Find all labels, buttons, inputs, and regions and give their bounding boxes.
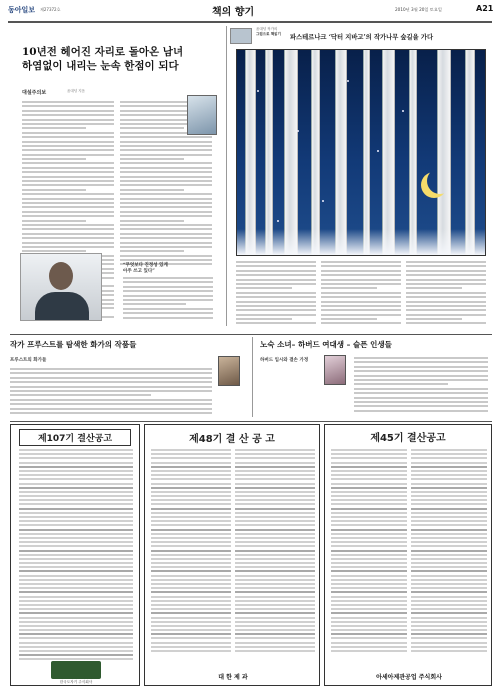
issue-date: 2010년 3월 20일 토요일 [395,7,442,12]
ad-3-table-left [331,449,407,654]
birch-tree [465,50,475,256]
review-left-book: 프루스트의 화가들 [10,358,47,363]
birch-tree [363,50,370,256]
ad-2-table-right [235,449,315,654]
crescent-moon [427,168,453,194]
feature-body-col-2 [321,261,401,327]
ad-3-title: 제45기 결산공고 [370,433,446,444]
snow-dot [402,110,404,112]
feature-body-col-3 [406,261,486,327]
ad-2-company: 대 한 제 과 [218,674,248,681]
birch-tree [284,50,298,256]
ad-notice-3 [324,424,492,686]
review-right [256,337,492,417]
birch-tree [311,50,320,256]
snow-dot [277,220,279,222]
birch-tree [409,50,417,256]
masthead [0,0,500,22]
masthead-rule [8,21,492,23]
review-right-cover [324,355,346,385]
ad-3-company: 아세아제관공업 주식회사 [376,674,442,681]
headline-line-2: 하염없이 내리는 눈속 한점이 되다 [22,60,179,72]
ads-top-rule [10,421,492,422]
review-right-body [354,357,488,414]
ad-2-title: 제48기 결 산 공 고 [189,434,275,445]
quote-line-2: 아주 쓰고 있다” [123,269,155,274]
review-left [10,337,248,417]
section-title: 책의 향기 [212,7,255,18]
snow-dot [347,80,349,82]
headline-line-1: 10년전 헤어진 자리로 돌아온 남녀 [22,46,184,58]
interview-quote [123,263,168,275]
ad-notice-1 [10,424,140,686]
interview-headline [22,45,227,73]
ad-1-title: 제107기 결산공고 [19,429,131,446]
interview-article [10,25,222,325]
ad-1-table [19,449,133,663]
book-title: 대설주의보 [22,90,47,96]
photo-head [49,262,73,290]
ad-notice-2 [144,424,320,686]
feature-kicker-line-2: 그림으로 책읽기 [256,31,281,36]
issue-number: 제27372호 [40,7,61,12]
photo-body [35,292,89,321]
paper-logo: 동아일보 [8,6,36,14]
birch-tree [245,50,256,256]
book-author-tag: 윤대녕 지음 [67,89,86,93]
review-divider [252,337,253,417]
column-divider [226,26,227,326]
review-top-rule [10,334,492,335]
ad-1-company: 한국도자기 주식회사 [59,680,93,684]
forest-painting [236,49,486,256]
quote-line-1: “무엇보다 진정성 있게 [123,263,168,268]
snow-ground [237,229,486,255]
feature-headline: 파스테르나크 ‘닥터 지바고’의 작가나무 숲길을 가다 [290,34,434,41]
review-left-headline: 작가 프루스트를 탐색한 화가의 작품들 [10,340,137,349]
snow-dot [322,200,324,202]
feature-article [230,25,492,335]
birch-tree [437,50,451,256]
review-left-body [10,368,212,416]
page-number: A21 [476,4,494,13]
birch-tree [382,50,395,256]
birch-tree [265,50,273,256]
feature-thumb [230,28,252,44]
ad-3-table-right [411,449,487,654]
review-right-book: 하버드 입시와 결손 가정 [260,358,309,363]
book-cover [187,95,217,135]
review-left-cover [218,356,240,386]
interview-body-col-3 [123,277,213,321]
feature-kicker [256,27,281,36]
review-right-headline: 노숙 소녀– 하버드 여대생 – 슬픈 인생들 [260,340,392,349]
snow-dot [257,90,259,92]
snow-dot [377,150,379,152]
author-photo [20,253,102,321]
ad-2-table-left [151,449,231,654]
feature-kicker-line-1: 윤대녕 작가의 [256,27,278,31]
snow-dot [297,130,299,132]
feature-body-col-1 [236,261,316,327]
ad-1-logo [51,661,101,679]
birch-tree [335,50,347,256]
